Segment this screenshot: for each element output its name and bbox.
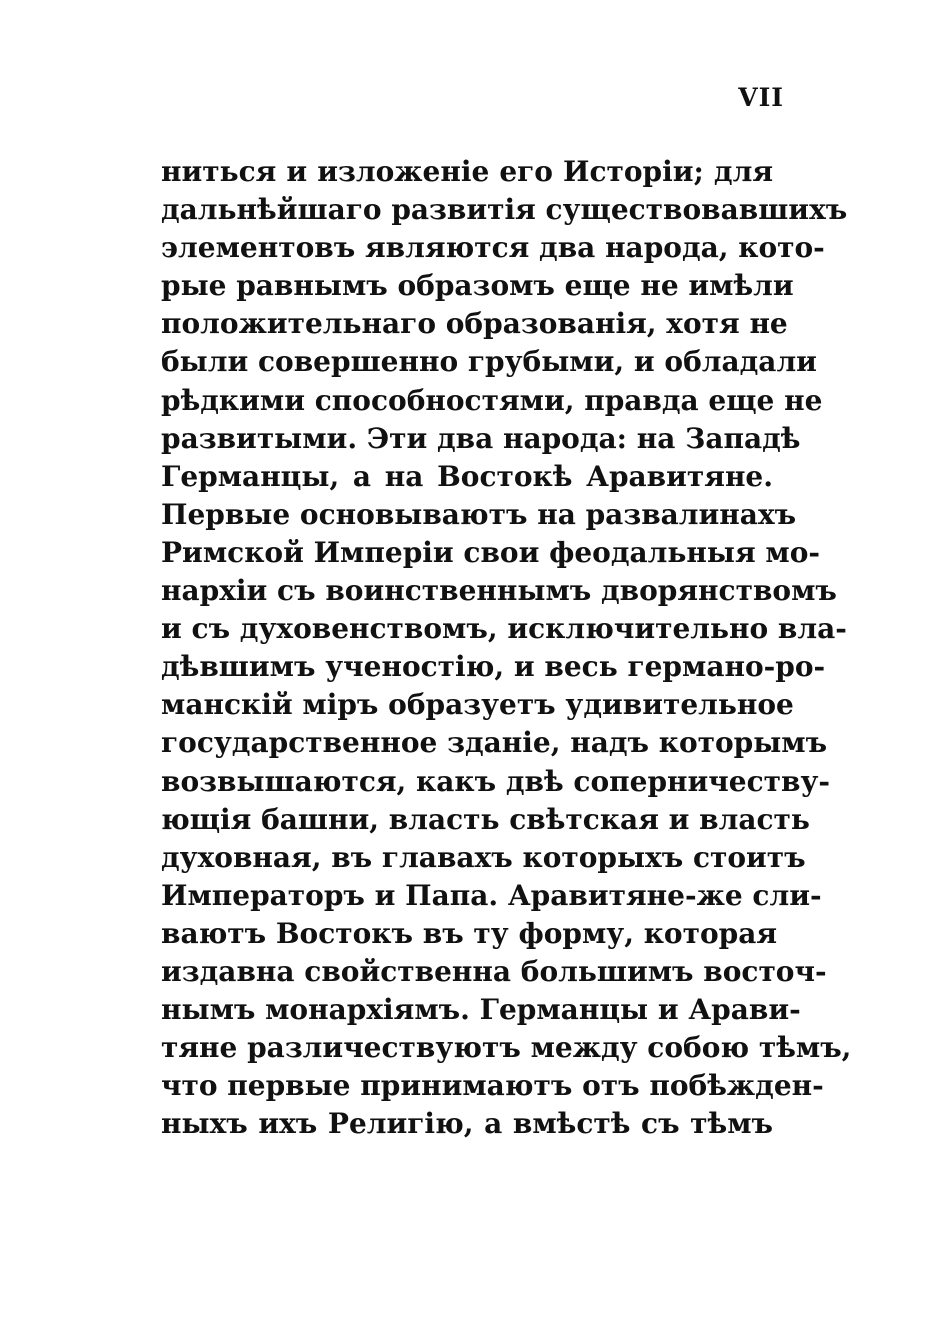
text-line-8: развитыми. Эти два народа: на Западѣ xyxy=(161,421,801,455)
text-line-24: тяне различествуютъ между собою тѣмъ, xyxy=(161,1031,852,1065)
text-line-11: Римской Имперіи свои феодальныя мо- xyxy=(161,535,821,569)
text-line-22: издавна свойственна большимъ восточ- xyxy=(161,954,827,988)
text-line-17: возвышаются, какъ двѣ соперничеству- xyxy=(161,764,830,798)
text-line-5: положительнаго образованія, хотя не xyxy=(161,307,788,341)
text-line-10: Первые основываютъ на развалинахъ xyxy=(161,497,797,531)
text-line-15: манскій міръ образуетъ удивительное xyxy=(161,688,794,722)
text-line-4: рые равнымъ образомъ еще не имѣли xyxy=(161,269,794,303)
text-line-23: нымъ монархіямъ. Германцы и Арави- xyxy=(161,993,801,1027)
text-line-9: Германцы, а на Востокѣ Аравитяне. xyxy=(161,459,773,493)
text-line-6: были совершенно грубыми, и обладали xyxy=(161,345,817,379)
text-line-16: государственное зданіе, надъ которымъ xyxy=(161,726,828,760)
text-line-18: ющія башни, власть свѣтская и власть xyxy=(161,802,810,836)
text-line-14: дѣвшимъ ученостію, и весь германо-ро- xyxy=(161,650,826,684)
body-text xyxy=(161,153,852,1143)
text-line-20: Императоръ и Папа. Аравитяне-же сли- xyxy=(161,878,822,912)
text-line-7: рѣдкими способностями, правда еще не xyxy=(161,383,823,417)
text-line-26: ныхъ ихъ Религію, а вмѣстѣ съ тѣмъ xyxy=(161,1107,773,1141)
text-line-3: элементовъ являются два народа, кото- xyxy=(161,231,825,265)
text-line-12: нархіи съ воинственнымъ дворянствомъ xyxy=(161,574,837,608)
text-line-21: ваютъ Востокъ въ ту форму, которая xyxy=(161,916,778,950)
text-line-13: и съ духовенствомъ, исключительно вла- xyxy=(161,612,847,646)
text-line-25: что первые принимаютъ отъ побѣжден- xyxy=(161,1069,824,1103)
text-line-1: ниться и изложеніе его Исторіи; для xyxy=(161,155,773,188)
page-number: VII xyxy=(738,83,784,112)
text-line-2: дальнѣйшаго развитія существовавшихъ xyxy=(161,193,848,227)
text-line-19: духовная, въ главахъ которыхъ стоитъ xyxy=(161,840,806,874)
